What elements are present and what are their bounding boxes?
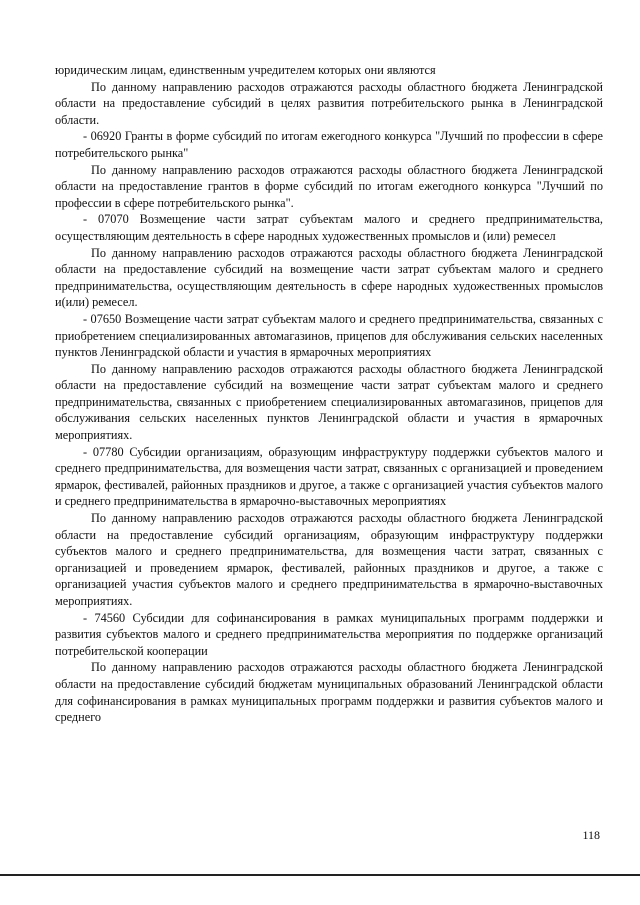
paragraph: юридическим лицам, единственным учредителем которых они являются [55, 63, 436, 77]
page-number: 118 [582, 828, 600, 842]
paragraph: По данному направлению расходов отражаются расходы областного бюджета Ленинградской области на предоставление грантов в форме субсидий по итогам ежегодного конкурса "Лучший по профессии в сфере потребительского рынка". [55, 162, 603, 210]
document-page [55, 62, 603, 726]
paragraph: По данному направлению расходов отражаются расходы областного бюджета Ленинградской области на предоставление субсидий на возмещение части затрат субъектам малого и среднего предпринимательства, связанных с приобретением специализированных автомагазинов, прицепов для обслуживания сельских населенных пунктов Ленинградской области и участия в ярмарочных мероприятиях. [55, 361, 603, 443]
paragraph: По данному направлению расходов отражаются расходы областного бюджета Ленинградской области на предоставление субсидий на возмещение части затрат субъектам малого и среднего предпринимательства, осуществляющим деятельность в сфере народных художественных промыслов и(или) ремесел. [55, 245, 603, 310]
budget-item: - 06920 Гранты в форме субсидий по итогам ежегодного конкурса "Лучший по профессии в сфере потребительского рынка" [55, 129, 603, 160]
budget-item: - 07650 Возмещение части затрат субъектам малого и среднего предпринимательства, связанных с приобретением специализированных автомагазинов, прицепов для обслуживания сельских населенных пунктов Ленинградской области и участия в ярмарочных мероприятиях [55, 311, 603, 360]
budget-item: - 07780 Субсидии организациям, образующим инфраструктуру поддержки субъектов малого и среднего предпринимательства, для возмещения части затрат, связанных с организацией и проведением ярмарок, фестивалей, районных праздников и другое, а также с организацией участия субъектов малого и среднего предпринимательства в ярмарочно-выставочных мероприятиях [55, 444, 603, 509]
paragraph: По данному направлению расходов отражаются расходы областного бюджета Ленинградской области на предоставление субсидий в целях развития потребительского рынка в Ленинградской области. [55, 79, 603, 127]
paragraph: По данному направлению расходов отражаются расходы областного бюджета Ленинградской области на предоставление субсидий бюджетам муниципальных образований Ленинградской области для софинансирования в рамках муниципальных программ поддержки и развития субъектов малого и среднего [55, 660, 603, 725]
budget-item: - 74560 Субсидии для софинансирования в рамках муниципальных программ поддержки и развития субъектов малого и среднего предпринимательства мероприятия по поддержке организаций потребительской кооперации [55, 610, 603, 658]
bottom-rule [0, 874, 640, 876]
budget-item: - 07070 Возмещение части затрат субъектам малого и среднего предпринимательства, осуществляющим деятельность в сфере народных художественных промыслов и (или) ремесел [55, 212, 603, 243]
paragraph: По данному направлению расходов отражаются расходы областного бюджета Ленинградской области на предоставление субсидий организациям, образующим инфраструктуру поддержки субъектов малого и среднего предпринимательства, для возмещения части затрат, связанных с организацией и проведением ярмарок, фестивалей, районных праздников и другое, а также с организацией участия субъектов малого и среднего предпринимательства в ярмарочно-выставочных мероприятиях. [55, 511, 603, 608]
